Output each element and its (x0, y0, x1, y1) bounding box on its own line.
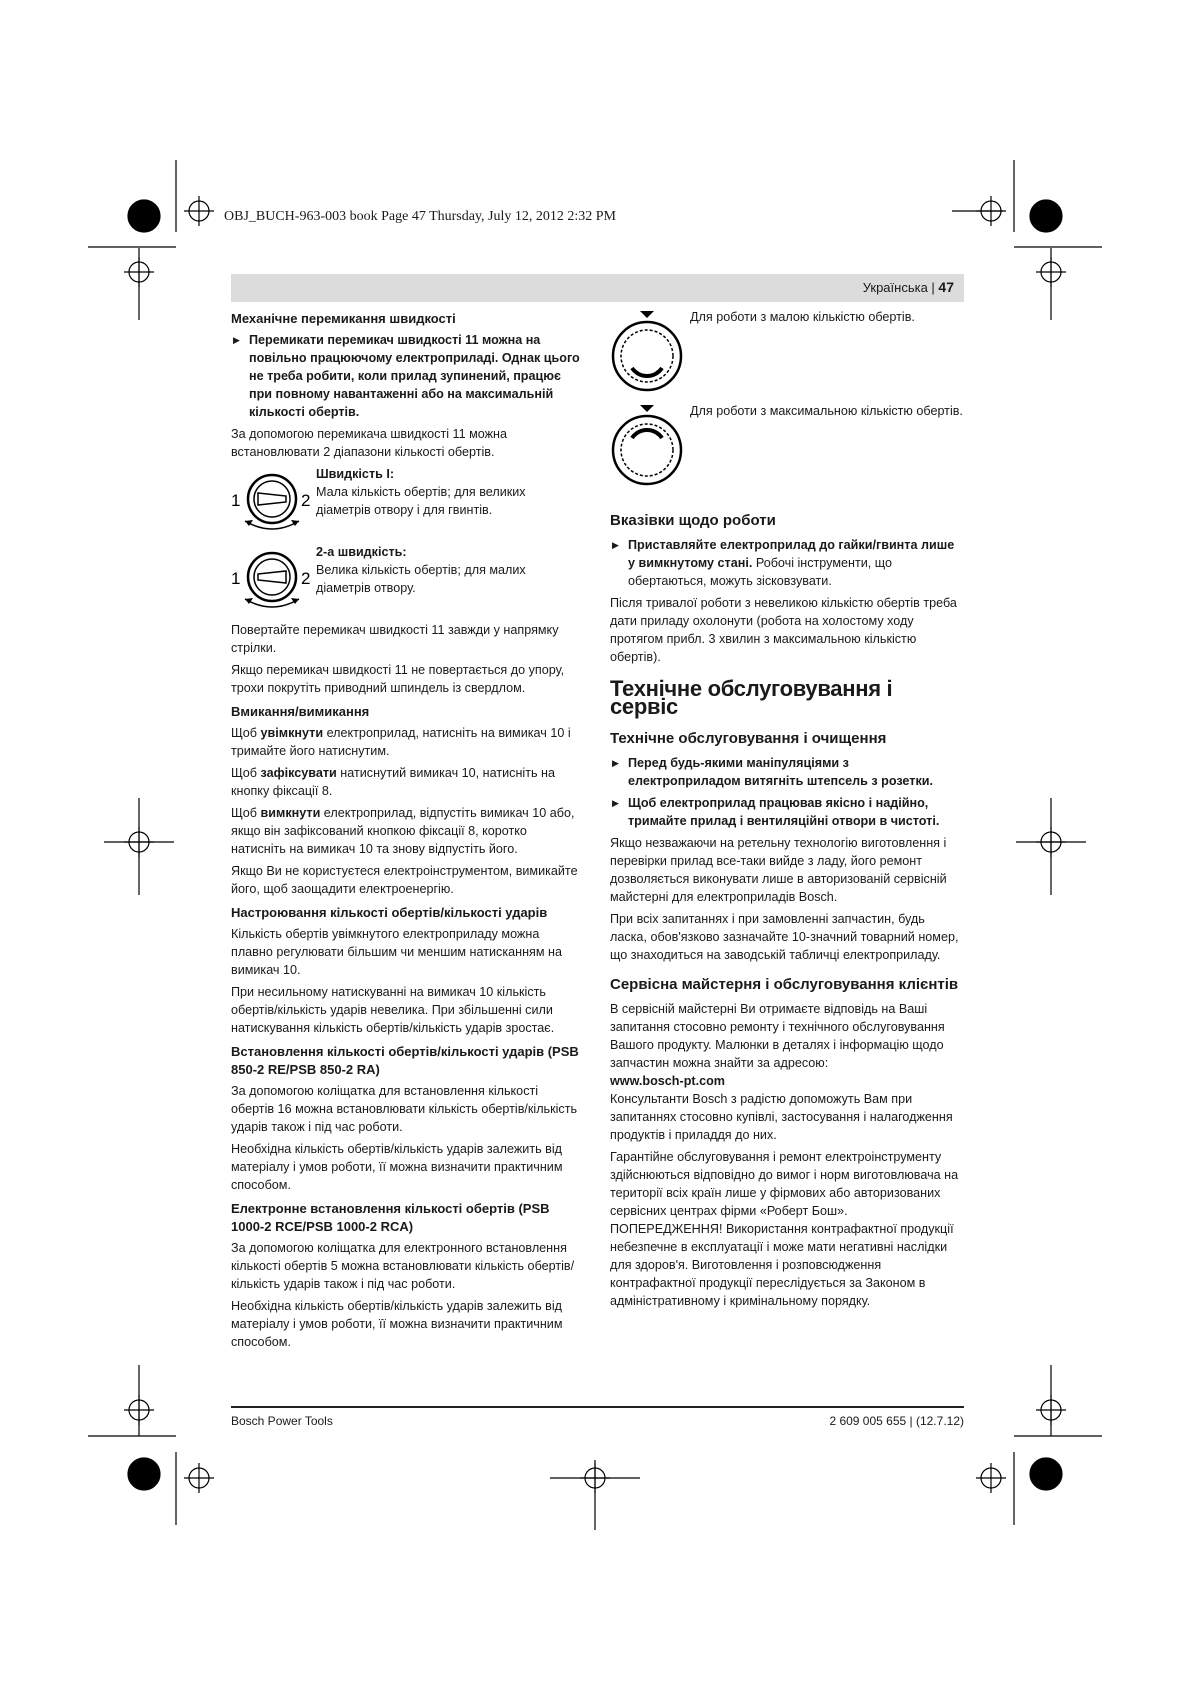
header-language: Українська (862, 280, 928, 295)
footer-divider (231, 1406, 964, 1408)
service-url-link[interactable]: www.bosch-pt.com (610, 1074, 725, 1088)
paragraph: Необхідна кількість обертів/кількість ударів залежить від матеріалу і умов роботи, її можна визначити практичним способом. (231, 1299, 563, 1349)
paragraph-warning: ПОПЕРЕДЖЕННЯ! Використання контрафактної продукції небезпечне в експлуатації і може мати негативні наслідки для здоров'я. Виготовлення і розповсюдження контрафактної продукції переслідується за Законом в адміністративному і кримінальному порядку. (610, 1222, 954, 1308)
heading-maintenance-cleaning: Технічне обслуговування і очищення (610, 730, 887, 747)
paragraph: Якщо перемикач швидкості 11 не повертається до упору, трохи покрутіть приводний шпиндель із свердлом. (231, 663, 565, 695)
gear-2-illustration (231, 543, 583, 615)
gear-1-text: Мала кількість обертів; для великих діаметрів отвору і для гвинтів. (316, 485, 526, 517)
paragraph: Повертайте перемикач швидкості 11 завжди у напрямку стрілки. (231, 623, 559, 655)
warning-bullet: ▶ Щоб електроприлад працював якісно і надійно, тримайте прилад і вентиляційні отвори в чистоті. (610, 794, 964, 830)
footer-doc-number: 2 609 005 655 | (12.7.12) (829, 1414, 964, 1428)
header-separator: | (927, 280, 939, 295)
heading-maintenance-service: Технічне обслуговування і сервіс (610, 676, 893, 719)
knob-low-speed-text: Для роботи з малою кількістю обертів. (690, 310, 915, 324)
warning-bullet: ▶ Приставляйте електроприлад до гайки/гвинта лише у вимкнутому стані. Робочі інструменти, що обертаються, можуть зісковзувати. (610, 536, 964, 590)
heading-speed-preselect: Встановлення кількості обертів/кількості ударів (PSB 850-2 RE/PSB 850-2 RA) (231, 1044, 579, 1077)
paragraph: В сервісній майстерні Ви отримаєте відповідь на Ваші запитання стосовно ремонту і технічного обслуговування Вашого продукту. Малюнки в деталях і інформацію щодо запчастин можна знайти за адресою: (610, 1002, 945, 1070)
right-column (610, 308, 964, 1314)
footer-brand: Bosch Power Tools (231, 1414, 333, 1428)
gear-2-label-1: 1 (231, 569, 241, 588)
paragraph: Гарантійне обслуговування і ремонт електроінструменту здійснюються відповідно до вимог і норм виготовлювача на території всіх країн лише у фірмових або авторизованих сервісних центрах фірми «Роберт Бош». (610, 1150, 959, 1218)
paragraph: За допомогою перемикача швидкості 11 можна встановлювати 2 діапазони кількості обертів. (231, 427, 507, 459)
paragraph: Після тривалої роботи з невеликою кількістю обертів треба дати приладу охолонути (робота на холостому ходу протягом прибл. 3 хвилин з максимальною кількістю обертів). (610, 596, 957, 664)
gear-2-label-2: 2 (301, 569, 311, 588)
gear-1-title: Швидкість I: (316, 467, 395, 481)
paragraph: Щоб зафіксувати натиснутий вимикач 10, натисніть на кнопку фіксації 8. (231, 766, 555, 798)
knob-low-speed (610, 308, 964, 400)
gear-1-label-1: 1 (231, 491, 241, 510)
knob-max-speed-text: Для роботи з максимальною кількістю обертів. (690, 404, 963, 418)
gear-1-illustration (231, 465, 583, 537)
gear-1-label-2: 2 (301, 491, 311, 510)
paragraph: Щоб вимкнути електроприлад, відпустіть вимикач 10 або, якщо він зафіксований кнопкою фіксації 8, коротко натисніть на вимикач 10 та знову відпустіть його. (231, 806, 575, 856)
header-label (863, 279, 954, 295)
page-header (231, 274, 964, 302)
heading-mechanical-switch: Механічне перемикання швидкості (231, 311, 456, 326)
page-number: 47 (938, 279, 954, 295)
paragraph: За допомогою коліщатка для встановлення кількості обертів 16 можна встановлювати кількість обертів/кількість ударів також і під час роботи. (231, 1084, 578, 1134)
heading-electronic-preselect: Електронне встановлення кількості обертів (PSB 1000-2 RCE/PSB 1000-2 RCA) (231, 1201, 550, 1234)
heading-service-center: Сервісна майстерня і обслуговування клієнтів (610, 976, 959, 993)
paragraph: Необхідна кількість обертів/кількість ударів залежить від матеріалу і умов роботи, її можна визначити практичним способом. (231, 1142, 563, 1192)
speed-wheel-icon (610, 308, 686, 400)
heading-speed-adjust: Настроювання кількості обертів/кількості ударів (231, 905, 548, 920)
gear-selector-icon (231, 543, 313, 615)
print-slug: OBJ_BUCH-963-003 book Page 47 Thursday, July 12, 2012 2:32 PM (224, 209, 617, 224)
gear-2-text: Велика кількість обертів; для малих діаметрів отвору. (316, 563, 526, 595)
speed-wheel-icon (610, 402, 686, 494)
paragraph: При несильному натискуванні на вимикач 10 кількість обертів/кількість ударів невелика. При збільшенні сили натискування кількість обертів/кількість ударів зростає. (231, 985, 555, 1035)
gear-selector-icon (231, 465, 313, 537)
paragraph: Консультанти Bosch з радістю допоможуть Вам при запитаннях стосовно купівлі, застосування і налагодження продуктів і приладдя до них. (610, 1092, 953, 1142)
gear-2-title: 2-а швидкість: (316, 545, 407, 559)
paragraph: Якщо незважаючи на ретельну технологію виготовлення і перевірки прилад все-таки вийде з ладу, його ремонт дозволяється виконувати лише в авторизованій сервісній майстерні для електроприладів Bosch. (610, 836, 947, 904)
paragraph: Якщо Ви не користуєтеся електроінструментом, вимикайте його, щоб заощадити електроенергію. (231, 864, 578, 896)
knob-max-speed (610, 402, 964, 494)
warning-bullet: ▶ Перед будь-якими маніпуляціями з електроприладом витягніть штепсель з розетки. (610, 754, 964, 790)
paragraph: При всіх запитаннях і при замовленні запчастин, будь ласка, обов'язково зазначайте 10-значний товарний номер, що знаходиться на заводській табличці електроприладу. (610, 912, 959, 962)
paragraph: Щоб увімкнути електроприлад, натисніть на вимикач 10 і тримайте його натиснутим. (231, 726, 571, 758)
warning-bullet: ▶ Перемикати перемикач швидкості 11 можна на повільно працюючому електроприладі. Однак цього не треба робити, коли прилад зупинений, працює при повному навантаженні або на максимальній кількості обертів. (231, 331, 583, 421)
heading-working-advice: Вказівки щодо роботи (610, 512, 776, 529)
heading-on-off: Вмикання/вимикання (231, 704, 370, 719)
paragraph: Кількість обертів увімкнутого електроприладу можна плавно регулювати більшим чи меншим натисканням на вимикач 10. (231, 927, 562, 977)
paragraph: За допомогою коліщатка для електронного встановлення кількості обертів 5 можна встановлювати кількість обертів/кількість ударів також і під час роботи. (231, 1241, 575, 1291)
left-column (231, 310, 583, 1355)
